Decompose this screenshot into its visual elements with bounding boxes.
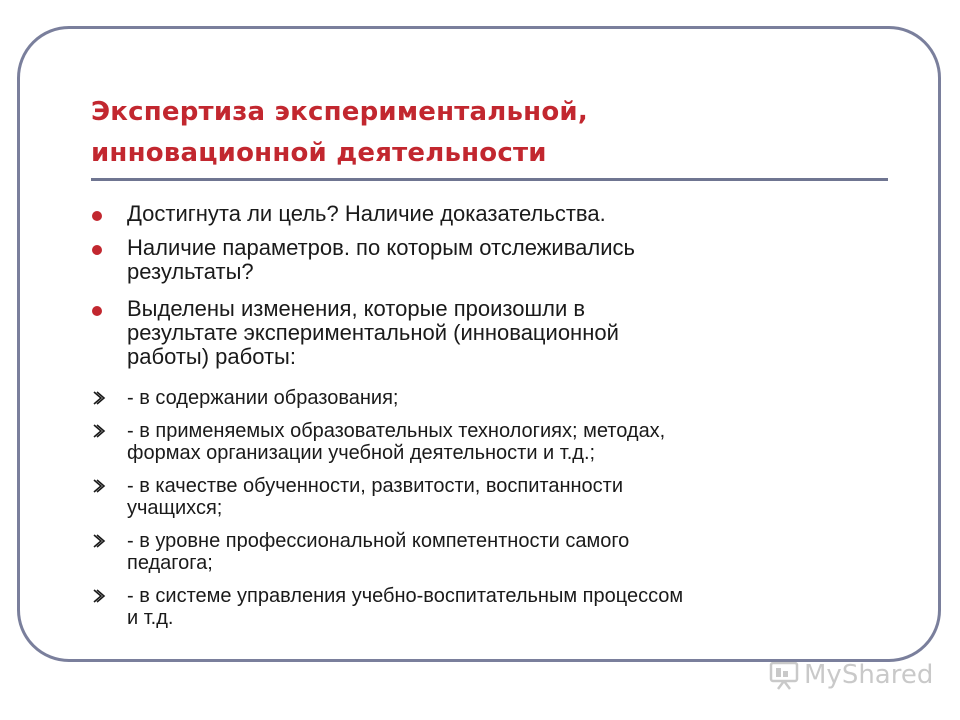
slide-content-list [90,202,910,640]
arrow-bullet-icon [92,476,106,496]
sub-bullet-text: - в качестве обученности, развитости, воспитанности [127,475,624,497]
sub-bullet-item [90,420,910,464]
sub-bullet-text: педагога; [127,552,213,574]
arrow-bullet-icon [92,531,106,551]
arrow-bullet-icon [92,421,106,441]
bullet-text: результаты? [127,259,254,284]
bullet-item [90,297,910,369]
sub-bullet-item [90,530,910,574]
bullet-text: результате экспериментальной (инновационной [127,320,619,345]
slide-title-line: инновационной деятельности [91,138,547,168]
sub-bullet-text: - в применяемых образовательных технологиях; методах, [127,420,666,442]
arrow-bullet-icon [92,388,106,408]
sub-bullet-item [90,585,910,629]
bullet-dot-icon [92,211,102,221]
sub-bullet-text: - в уровне профессиональной компетентности самого [127,530,630,552]
bullet-item [90,202,910,226]
bullet-dot-icon [92,306,102,316]
bullet-dot-icon [92,245,102,255]
bullet-item [90,236,910,284]
slide-title [91,92,851,174]
bullet-text: Выделены изменения, которые произошли в [127,296,586,321]
bullet-text: работы) работы: [127,344,296,369]
bullet-text: Наличие параметров. по которым отслеживались [127,235,635,260]
slide-title-line: Экспертиза экспериментальной, [91,97,588,127]
bullet-text: Достигнута ли цель? Наличие доказательства. [127,201,606,226]
sub-bullet-text: - в системе управления учебно-воспитательным процессом [127,585,684,607]
sub-bullet-item [90,475,910,519]
sub-bullet-text: и т.д. [127,607,174,629]
sub-bullet-item [90,387,910,409]
sub-bullet-text: учащихся; [127,497,223,519]
arrow-bullet-icon [92,586,106,606]
sub-bullet-text: - в содержании образования; [127,387,399,409]
sub-bullet-text: формах организации учебной деятельности и т.д.; [127,442,596,464]
title-divider [91,178,888,181]
watermark-text: MyShared [804,660,934,690]
presentation-board-icon [768,660,800,690]
watermark [768,656,938,696]
